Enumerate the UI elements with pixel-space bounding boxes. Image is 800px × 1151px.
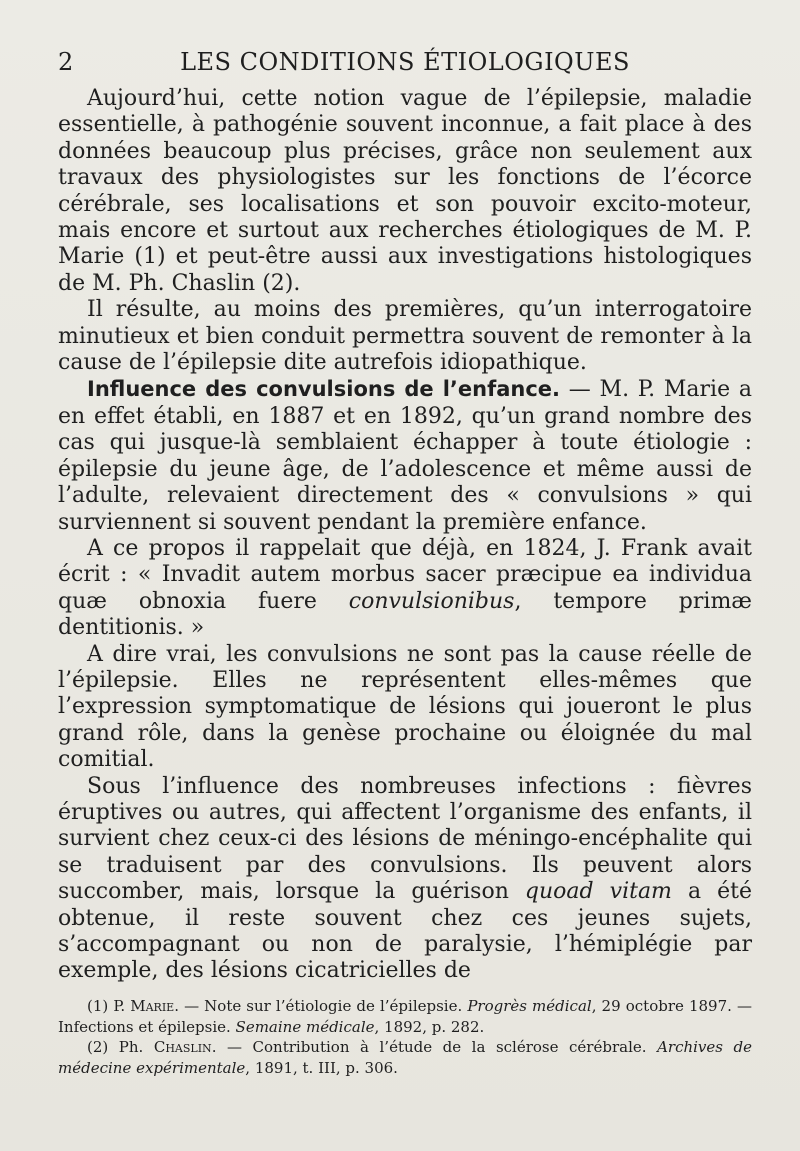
footnote-2-text-a: . — Contribution à l’étude de la sclérose cérébrale. <box>211 1038 658 1056</box>
footnote-2-text-b: , 1891, t. III, p. 306. <box>245 1058 398 1077</box>
paragraph-6-text-b: a été obtenue, il reste souvent chez ces jeunes sujets, s’accompagnant ou non de paralysie, l’hémiplégie par exemple, des lésions cicatricielles de <box>58 879 752 984</box>
main-text <box>58 86 752 985</box>
paragraph-5: A dire vrai, les convulsions ne sont pas la cause réelle de l’épilepsie. Elles ne représentent elles-mêmes que l’expression symptomatique de lésions qui joueront le plus grand rôle, dans la genèse prochaine ou éloignée du mal comitial. <box>58 641 752 773</box>
footnote-1-text-a: . — Note sur l’étiologie de l’épilepsie. <box>174 997 468 1015</box>
paragraph-1: Aujourd’hui, cette notion vague de l’épilepsie, maladie essentielle, à pathogénie souvent inconnue, a fait place à des données beaucoup plus précises, grâce non seulement aux travaux des physiologistes sur les fonctions de l’écorce cérébrale, ses localisations et son pouvoir excito-moteur, mais encore et surtout aux recherches étiologiques de M. P. Marie (1) et peut-être aussi aux investigations histologiques de M. Ph. Chaslin (2). <box>58 86 752 296</box>
footnote-2-marker: (2) Ph. <box>87 1038 154 1056</box>
section-heading: Influence des convulsions de l’enfance. <box>87 377 561 402</box>
paragraph-4-italic: convulsionibus <box>348 588 515 614</box>
paragraph-3 <box>58 376 752 535</box>
footnote-1-text-b: , 29 octobre 1897. — Infections et épilepsie. <box>58 997 752 1036</box>
running-title: LES CONDITIONS ÉTIOLOGIQUES <box>180 48 630 76</box>
paragraph-6-italic: quoad vitam <box>524 879 672 905</box>
footnote-2 <box>58 1037 752 1078</box>
footnote-1-author: Marie <box>130 997 175 1015</box>
page-number: 2 <box>58 48 74 76</box>
footnote-1-text-c: , 1892, p. 282. <box>374 1017 485 1036</box>
footnote-1 <box>58 996 752 1037</box>
footnote-1-marker: (1) P. <box>87 997 131 1015</box>
footnote-2-author: Chaslin <box>153 1038 212 1056</box>
footnote-1-journal: Progrès médical <box>467 997 592 1015</box>
paragraph-3-text: — M. P. Marie a en effet établi, en 1887 et en 1892, qu’un grand nombre des cas qui jusque-là semblaient échapper à toute étiologie : épilepsie du jeune âge, de l’adolescence et même aussi de l’adulte, relevaient directement des « convulsions » qui surviennent si souvent pendant la première enfance. <box>58 377 752 535</box>
paragraph-4-text-b: , tempore primæ dentitionis. » <box>58 588 752 641</box>
paragraph-2: Il résulte, au moins des premières, qu’un interrogatoire minutieux et bien conduit permettra souvent de remonter à la cause de l’épilepsie dite autrefois idiopathique. <box>58 297 752 376</box>
footnote-1-journal-2: Semaine médicale <box>235 1017 375 1036</box>
paragraph-6 <box>58 774 752 985</box>
footnotes <box>58 996 752 1078</box>
paragraph-4-text-a: A ce propos il rappelait que déjà, en 1824, J. Frank avait écrit : « Invadit autem morbus sacer præcipue ea individua quæ obnoxia fuere <box>58 535 752 614</box>
running-header <box>58 48 752 84</box>
paragraph-6-text-a: Sous l’influence des nombreuses infections : fièvres éruptives ou autres, qui affectent l’organisme des enfants, il survient chez ceux-ci des lésions de méningo-encéphalite qui se traduisent par des convulsions. Ils peuvent alors succomber, mais, lorsque la guérison <box>58 773 752 905</box>
footnote-2-journal: Archives de médecine expérimentale <box>58 1038 752 1077</box>
paragraph-4 <box>58 536 752 642</box>
